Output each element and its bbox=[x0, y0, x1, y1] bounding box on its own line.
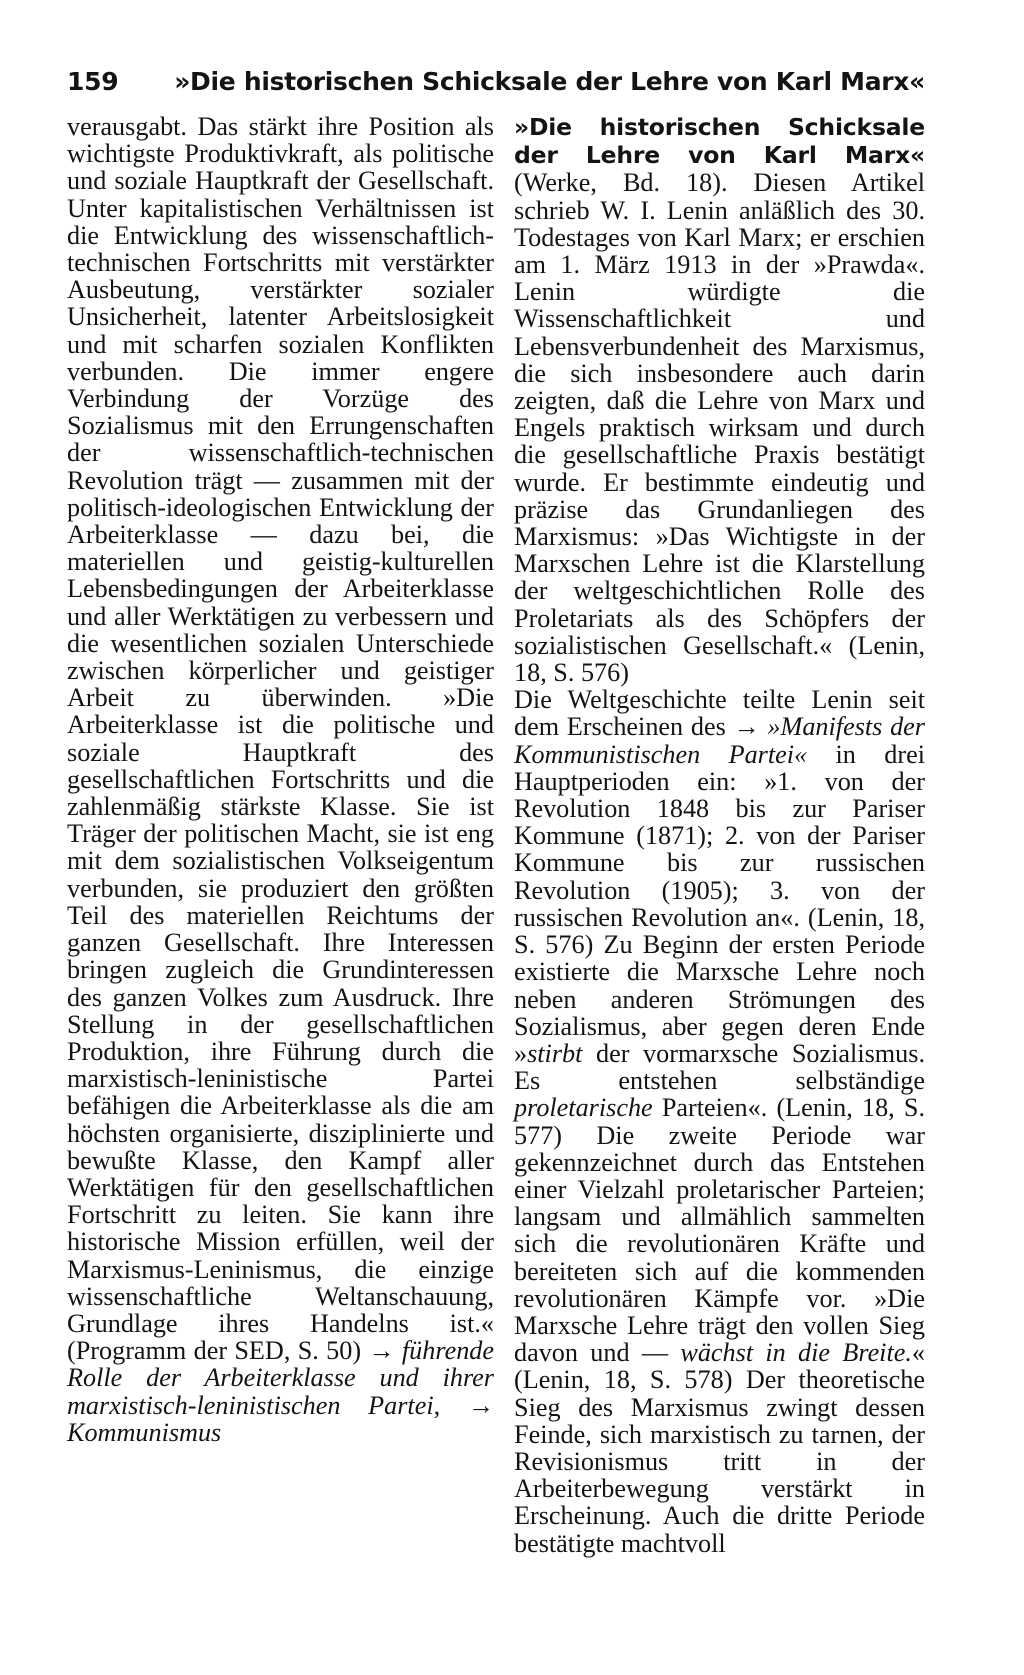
cross-reference-communism[interactable]: → Kommunismus bbox=[67, 1390, 494, 1447]
page-number: 159 bbox=[67, 67, 119, 96]
periods-text-start: Die Weltgeschichte teilte Lenin seit dem Erscheinen des bbox=[514, 685, 925, 742]
cross-reference-leading-role[interactable]: → führende Rolle der Arbeiterklasse und ihrer marxistisch-leninistischen Partei, bbox=[67, 1336, 494, 1420]
entry-paragraph bbox=[514, 113, 925, 686]
page-header bbox=[67, 64, 925, 100]
left-paragraph bbox=[67, 113, 494, 1446]
emphasis-stirbt: stirbt bbox=[527, 1038, 583, 1068]
periods-text-mid-2: Parteien«. (Lenin, 18, S. 577) Die zweite Periode war gekennzeichnet durch das Entstehen einer Vielzahl proletarischer Parteien; langsam und allmählich sammelten sich die revolutionären Kräfte und bereiteten sich auf die kommenden revolutionären Kämpfe vor. »Die Marxsche Lehre trägt den vollen Sieg davon und — bbox=[514, 1093, 925, 1368]
cross-reference-manifesto[interactable]: → »Manifests der Kommunistischen Partei« bbox=[514, 712, 925, 769]
right-column bbox=[514, 113, 925, 1557]
periods-paragraph bbox=[514, 686, 925, 1557]
emphasis-waechst-in-die-breite: wächst in die Breite. bbox=[680, 1338, 912, 1368]
running-title: »Die historischen Schicksale der Lehre von Karl Marx« bbox=[174, 67, 925, 96]
emphasis-proletarische: proletarische bbox=[514, 1093, 653, 1123]
left-column bbox=[67, 113, 494, 1446]
periods-text: in drei Hauptperioden ein: »1. von der Revolution 1848 bis zur Pariser Kommune (1871); 2. von der Pariser Kommune bis zur russischen Revolution (1905); 3. von der russischen Revolution an«. (Lenin, 18, S. 576) Zu Beginn der ersten Periode existierte die Marxsche Lehre noch neben anderen Strömungen des Sozialismus, aber gegen deren Ende » bbox=[514, 739, 925, 1068]
periods-text-end: « (Lenin, 18, S. 578) Der theoretische Sieg des Marxismus zwingt dessen Feinde, sich marxistisch zu tarnen, der Revisionismus tritt in der Arbeiterbewegung verstärkt in Erscheinung. Auch die dritte Periode bestätigte machtvoll bbox=[514, 1338, 926, 1558]
entry-text: (Werke, Bd. 18). Diesen Artikel schrieb W. I. Lenin anläßlich des 30. Todestages von Karl Marx; er erschien am 1. März 1913 in der »Prawda«. Lenin würdigte die Wissenschaftlichkeit und Lebensverbundenheit des Marxismus, die sich insbesondere auch darin zeigten, daß die Lehre von Marx und Engels praktisch wirksam und durch die gesellschaftliche Praxis bestätigt wurde. Er bestimmte eindeutig und präzise das Grundanliegen des Marxismus: »Das Wichtigste in der Marxschen Lehre ist die Klarstellung der weltgeschichtlichen Rolle des Proletariats als des Schöpfers der sozialistischen Gesellschaft.« (Lenin, 18, S. 576) bbox=[514, 168, 925, 688]
entry-headword: »Die historischen Schicksale der Lehre von Karl Marx« bbox=[514, 113, 925, 170]
periods-text-mid-1: der vormarxsche Sozialismus. Es entstehen selbständige bbox=[514, 1038, 925, 1096]
left-paragraph-text: verausgabt. Das stärkt ihre Position als wichtigste Produktivkraft, als politische und soziale Hauptkraft der Gesellschaft. Unter kapitalistischen Verhältnissen ist die Entwicklung des wissenschaftlich-technischen Fortschritts mit verstärkter Ausbeutung, verstärkter sozialer Unsicherheit, latenter Arbeitslosigkeit und mit scharfen sozialen Konflikten verbunden. Die immer engere Verbindung der Vorzüge des Sozialismus mit den Errungenschaften der wissenschaftlich-technischen Revolution trägt — zusammen mit der politisch-ideologischen Entwicklung der Arbeiterklasse — dazu bei, die materiellen und geistig-kulturellen Lebensbedingungen der Arbeiterklasse und aller Werktätigen zu verbessern und die wesentlichen sozialen Unterschiede zwischen körperlicher und geistiger Arbeit zu überwinden. »Die Arbeiterklasse ist die politische und soziale Hauptkraft des gesellschaftlichen Fortschritts und die zahlenmäßig stärkste Klasse. Sie ist Träger der politischen Macht, sie ist eng mit dem sozialistischen Volkseigentum verbunden, sie produziert den größten Teil des materiellen Reichtums der ganzen Gesellschaft. Ihre Interessen bringen zugleich die Grundinteressen des ganzen Volkes zum Ausdruck. Ihre Stellung in der gesellschaftlichen Produktion, ihre Führung durch die marxistisch-leninistische Partei befähigen die Arbeiterklasse als die am höchsten organisierte, disziplinierte und bewußte Klasse, den Kampf aller Werktätigen für den gesellschaftlichen Fortschritt zu leiten. Sie kann ihre historische Mission erfüllen, weil der Marxismus-Leninismus, die einzige wissenschaftliche Weltanschauung, Grundlage ihres Handelns ist.« (Programm der SED, S. 50) bbox=[67, 112, 494, 1366]
